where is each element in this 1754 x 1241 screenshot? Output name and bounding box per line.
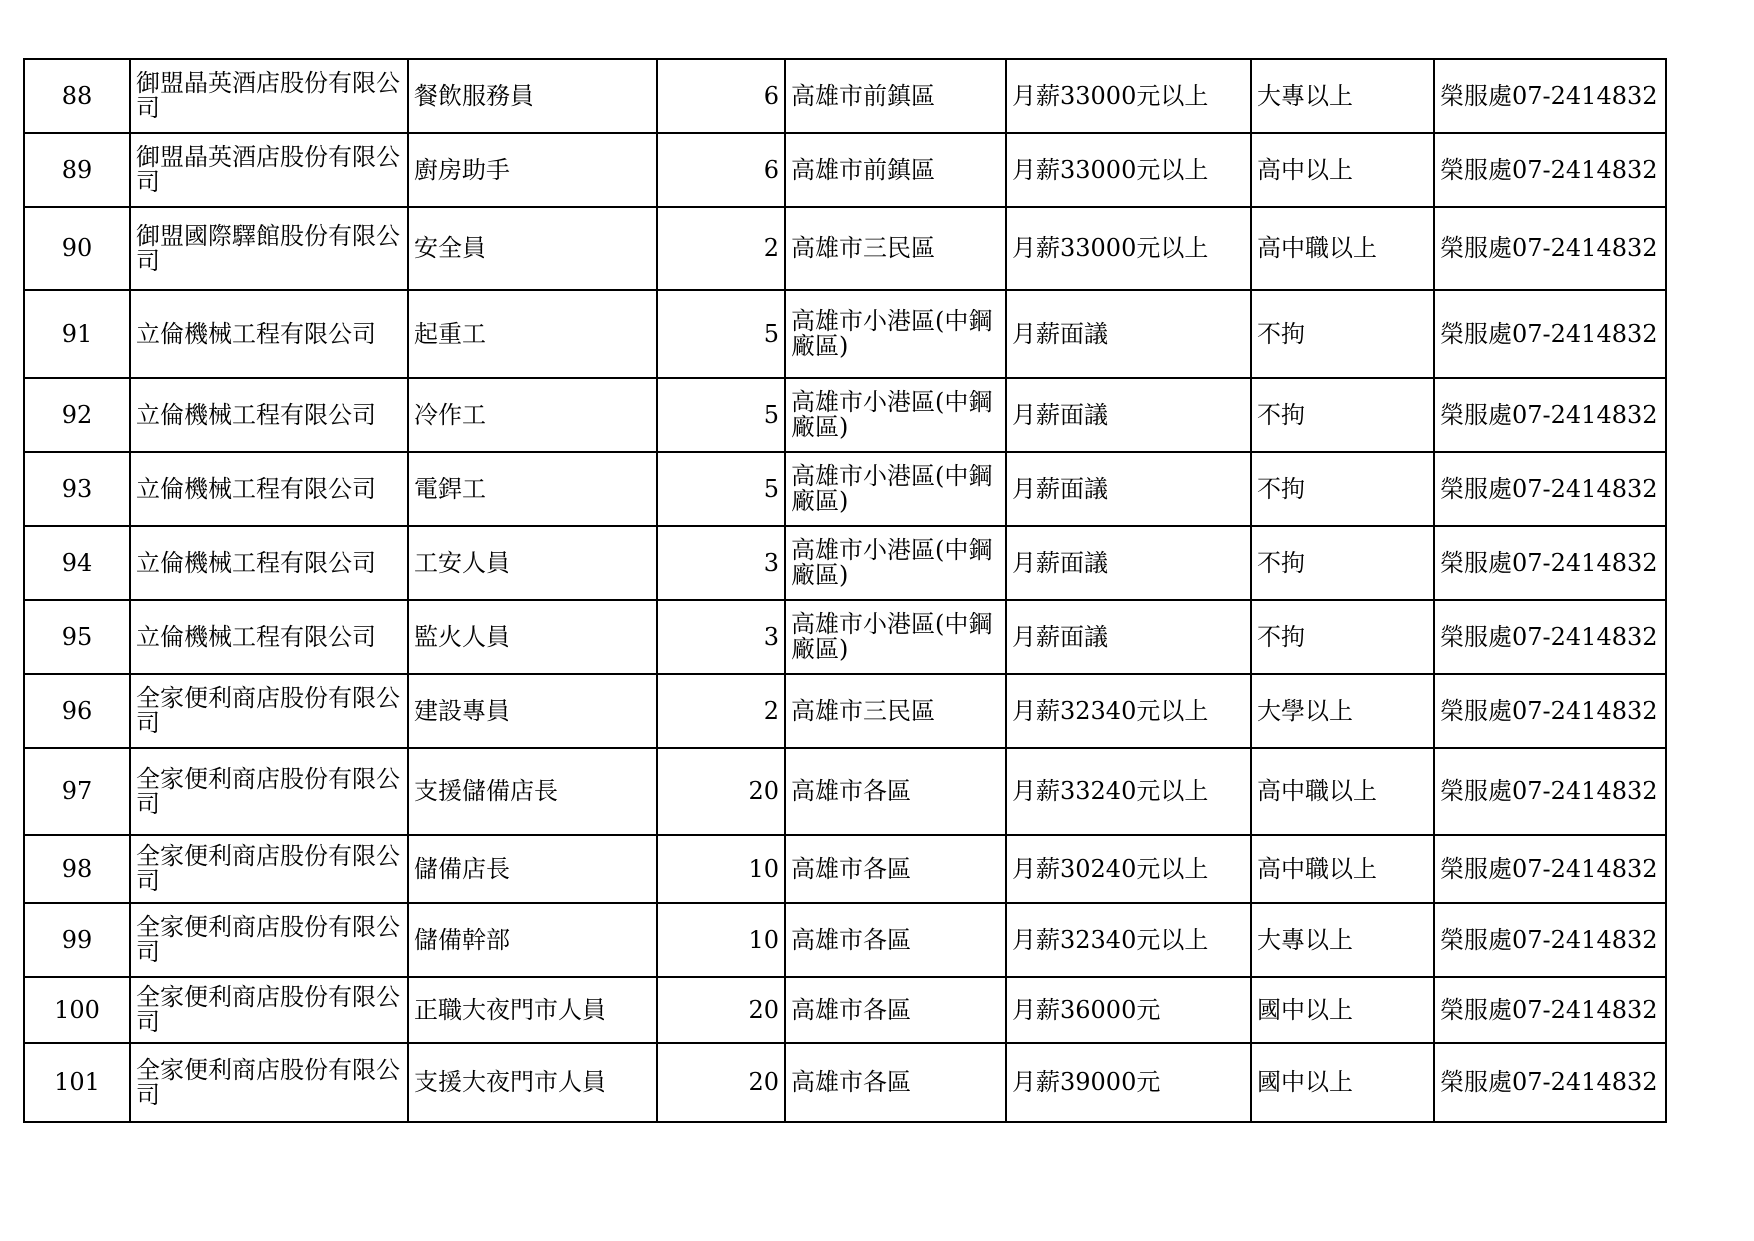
row-number: 93 <box>24 452 130 526</box>
job-title: 起重工 <box>408 290 657 378</box>
table-row <box>24 674 1666 748</box>
company-name: 全家便利商店股份有限公司 <box>130 977 408 1043</box>
row-number: 90 <box>24 207 130 290</box>
education-requirement: 不拘 <box>1251 290 1434 378</box>
education-requirement: 不拘 <box>1251 526 1434 600</box>
job-title: 支援儲備店長 <box>408 748 657 835</box>
company-name: 全家便利商店股份有限公司 <box>130 903 408 977</box>
salary: 月薪面議 <box>1006 378 1251 452</box>
company-name: 立倫機械工程有限公司 <box>130 526 408 600</box>
job-title: 支援大夜門市人員 <box>408 1043 657 1122</box>
salary: 月薪33240元以上 <box>1006 748 1251 835</box>
salary: 月薪32340元以上 <box>1006 674 1251 748</box>
openings-count: 5 <box>657 452 785 526</box>
salary: 月薪30240元以上 <box>1006 835 1251 903</box>
job-title: 建設專員 <box>408 674 657 748</box>
contact: 榮服處07-2414832 <box>1434 526 1666 600</box>
education-requirement: 國中以上 <box>1251 1043 1434 1122</box>
table-row <box>24 977 1666 1043</box>
table-row <box>24 452 1666 526</box>
table-row <box>24 290 1666 378</box>
row-number: 88 <box>24 59 130 133</box>
work-location: 高雄市小港區(中鋼廠區) <box>785 290 1006 378</box>
education-requirement: 高中以上 <box>1251 133 1434 207</box>
job-title: 工安人員 <box>408 526 657 600</box>
education-requirement: 大學以上 <box>1251 674 1434 748</box>
salary: 月薪面議 <box>1006 600 1251 674</box>
row-number: 99 <box>24 903 130 977</box>
salary: 月薪33000元以上 <box>1006 133 1251 207</box>
row-number: 101 <box>24 1043 130 1122</box>
row-number: 92 <box>24 378 130 452</box>
openings-count: 3 <box>657 526 785 600</box>
salary: 月薪39000元 <box>1006 1043 1251 1122</box>
job-title: 儲備店長 <box>408 835 657 903</box>
table-row <box>24 59 1666 133</box>
work-location: 高雄市各區 <box>785 748 1006 835</box>
table-row <box>24 133 1666 207</box>
company-name: 全家便利商店股份有限公司 <box>130 748 408 835</box>
openings-count: 10 <box>657 835 785 903</box>
work-location: 高雄市三民區 <box>785 207 1006 290</box>
work-location: 高雄市前鎮區 <box>785 59 1006 133</box>
company-name: 立倫機械工程有限公司 <box>130 290 408 378</box>
table-row <box>24 207 1666 290</box>
table-row <box>24 1043 1666 1122</box>
company-name: 立倫機械工程有限公司 <box>130 600 408 674</box>
company-name: 全家便利商店股份有限公司 <box>130 1043 408 1122</box>
work-location: 高雄市小港區(中鋼廠區) <box>785 452 1006 526</box>
openings-count: 3 <box>657 600 785 674</box>
contact: 榮服處07-2414832 <box>1434 903 1666 977</box>
table-row <box>24 835 1666 903</box>
salary: 月薪面議 <box>1006 290 1251 378</box>
education-requirement: 國中以上 <box>1251 977 1434 1043</box>
openings-count: 5 <box>657 290 785 378</box>
contact: 榮服處07-2414832 <box>1434 452 1666 526</box>
contact: 榮服處07-2414832 <box>1434 1043 1666 1122</box>
education-requirement: 高中職以上 <box>1251 207 1434 290</box>
openings-count: 20 <box>657 748 785 835</box>
openings-count: 2 <box>657 674 785 748</box>
table-row <box>24 378 1666 452</box>
company-name: 立倫機械工程有限公司 <box>130 378 408 452</box>
job-title: 電銲工 <box>408 452 657 526</box>
contact: 榮服處07-2414832 <box>1434 133 1666 207</box>
company-name: 全家便利商店股份有限公司 <box>130 835 408 903</box>
openings-count: 20 <box>657 1043 785 1122</box>
job-title: 廚房助手 <box>408 133 657 207</box>
row-number: 100 <box>24 977 130 1043</box>
row-number: 91 <box>24 290 130 378</box>
company-name: 立倫機械工程有限公司 <box>130 452 408 526</box>
row-number: 98 <box>24 835 130 903</box>
work-location: 高雄市各區 <box>785 903 1006 977</box>
job-title: 冷作工 <box>408 378 657 452</box>
contact: 榮服處07-2414832 <box>1434 207 1666 290</box>
contact: 榮服處07-2414832 <box>1434 290 1666 378</box>
education-requirement: 高中職以上 <box>1251 835 1434 903</box>
work-location: 高雄市小港區(中鋼廠區) <box>785 600 1006 674</box>
openings-count: 6 <box>657 59 785 133</box>
contact: 榮服處07-2414832 <box>1434 977 1666 1043</box>
job-title: 監火人員 <box>408 600 657 674</box>
salary: 月薪33000元以上 <box>1006 59 1251 133</box>
company-name: 御盟晶英酒店股份有限公司 <box>130 59 408 133</box>
contact: 榮服處07-2414832 <box>1434 835 1666 903</box>
work-location: 高雄市小港區(中鋼廠區) <box>785 378 1006 452</box>
work-location: 高雄市各區 <box>785 1043 1006 1122</box>
education-requirement: 不拘 <box>1251 378 1434 452</box>
company-name: 全家便利商店股份有限公司 <box>130 674 408 748</box>
job-title: 儲備幹部 <box>408 903 657 977</box>
work-location: 高雄市三民區 <box>785 674 1006 748</box>
contact: 榮服處07-2414832 <box>1434 674 1666 748</box>
education-requirement: 不拘 <box>1251 452 1434 526</box>
education-requirement: 不拘 <box>1251 600 1434 674</box>
salary: 月薪面議 <box>1006 526 1251 600</box>
education-requirement: 高中職以上 <box>1251 748 1434 835</box>
row-number: 95 <box>24 600 130 674</box>
openings-count: 20 <box>657 977 785 1043</box>
openings-count: 10 <box>657 903 785 977</box>
job-listing-table <box>23 58 1667 1123</box>
job-title: 安全員 <box>408 207 657 290</box>
work-location: 高雄市各區 <box>785 835 1006 903</box>
openings-count: 5 <box>657 378 785 452</box>
work-location: 高雄市前鎮區 <box>785 133 1006 207</box>
row-number: 89 <box>24 133 130 207</box>
openings-count: 6 <box>657 133 785 207</box>
contact: 榮服處07-2414832 <box>1434 59 1666 133</box>
contact: 榮服處07-2414832 <box>1434 748 1666 835</box>
salary: 月薪33000元以上 <box>1006 207 1251 290</box>
table-row <box>24 600 1666 674</box>
table-row <box>24 526 1666 600</box>
job-title: 餐飲服務員 <box>408 59 657 133</box>
education-requirement: 大專以上 <box>1251 903 1434 977</box>
contact: 榮服處07-2414832 <box>1434 600 1666 674</box>
contact: 榮服處07-2414832 <box>1434 378 1666 452</box>
company-name: 御盟國際驛館股份有限公司 <box>130 207 408 290</box>
job-title: 正職大夜門市人員 <box>408 977 657 1043</box>
company-name: 御盟晶英酒店股份有限公司 <box>130 133 408 207</box>
salary: 月薪32340元以上 <box>1006 903 1251 977</box>
row-number: 94 <box>24 526 130 600</box>
openings-count: 2 <box>657 207 785 290</box>
table-row <box>24 903 1666 977</box>
education-requirement: 大專以上 <box>1251 59 1434 133</box>
table-row <box>24 748 1666 835</box>
row-number: 97 <box>24 748 130 835</box>
row-number: 96 <box>24 674 130 748</box>
salary: 月薪面議 <box>1006 452 1251 526</box>
salary: 月薪36000元 <box>1006 977 1251 1043</box>
work-location: 高雄市各區 <box>785 977 1006 1043</box>
work-location: 高雄市小港區(中鋼廠區) <box>785 526 1006 600</box>
